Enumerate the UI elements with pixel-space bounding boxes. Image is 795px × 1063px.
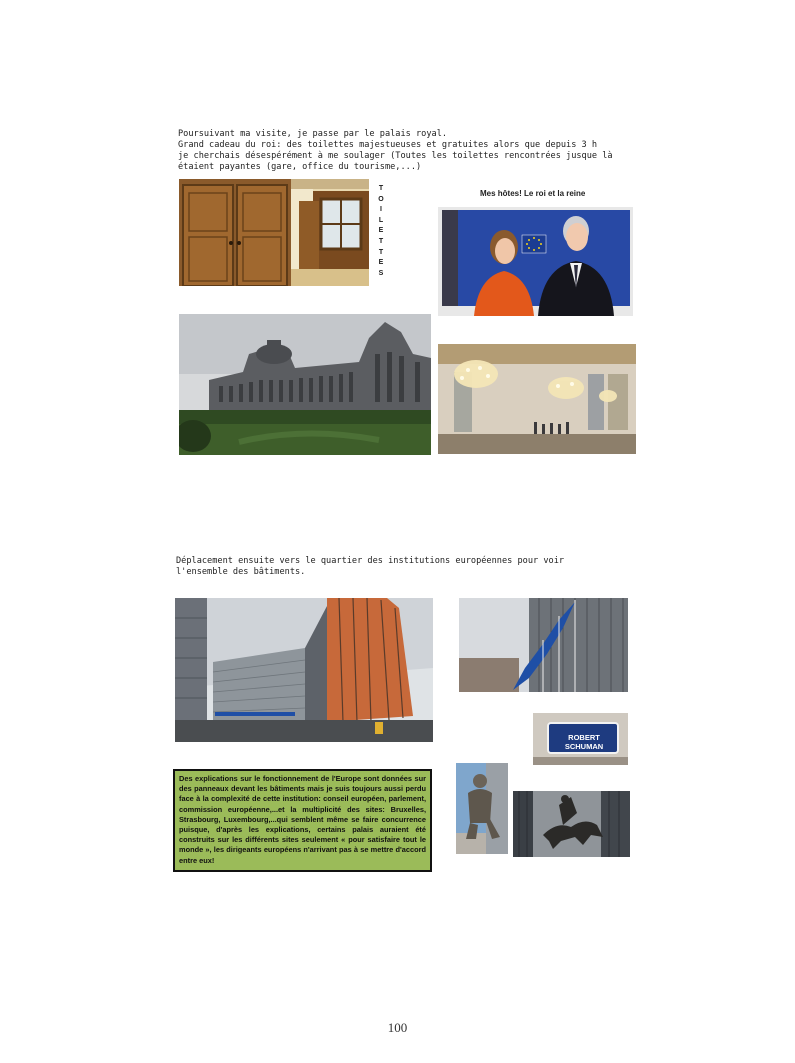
photo-royal-palace: [179, 314, 431, 455]
letter: T: [378, 248, 384, 256]
toilettes-vertical-label: [376, 184, 386, 279]
letter: S: [378, 269, 384, 277]
letter: O: [378, 195, 384, 203]
page-number: 100: [387, 1020, 408, 1035]
letter: E: [378, 259, 384, 267]
photo-street-sign: [533, 713, 628, 765]
caption-king-queen: Mes hôtes! Le roi et la reine: [480, 189, 586, 198]
explanation-box: Des explications sur le fonctionnement de l'Europe sont données sur des panneaux devant les bâtiments mais je suis toujours aussi perdu face à la complexité de cette institution: conseil européen, parlement, commission européenne,...et la multiplicité des sites: Bruxelles, Strasbourg, Luxembourg,...qui semblent même se faire concurrence puisque, d'après les explications, certains palais auraient été construits sur les différents sites seulement « pour satisfaire tout le monde », les dirigeants européens n'arrivant pas à se mettre d'accord entre eux!: [173, 769, 432, 872]
photo-europa-bull-sculpture: [513, 791, 630, 857]
photo-king-queen: [438, 207, 633, 316]
photo-europa-statue: [456, 763, 508, 854]
photo-berlaymont: [175, 598, 433, 742]
letter: E: [378, 227, 384, 235]
photo-eu-flags: [459, 598, 628, 692]
letter: L: [378, 216, 384, 224]
photo-toilettes: [179, 179, 369, 286]
intro-paragraph-palais: Poursuivant ma visite, je passe par le palais royal. Grand cadeau du roi: des toilettes majestueuses et gratuites alors que depuis 3 h je cherchais désespérément à me soulager (Toutes les toilettes rencontrées jusque là étaient payantes (gare, office du tourisme,...): [178, 129, 613, 172]
photo-chandelier-hall: [438, 344, 636, 454]
street-sign-text: ROBERT SCHUMAN: [564, 733, 604, 751]
intro-paragraph-institutions: Déplacement ensuite vers le quartier des institutions européennes pour voir l'ensemble des bâtiments.: [176, 556, 565, 577]
letter: T: [378, 237, 384, 245]
letter: T: [378, 185, 384, 192]
letter: I: [380, 206, 382, 214]
